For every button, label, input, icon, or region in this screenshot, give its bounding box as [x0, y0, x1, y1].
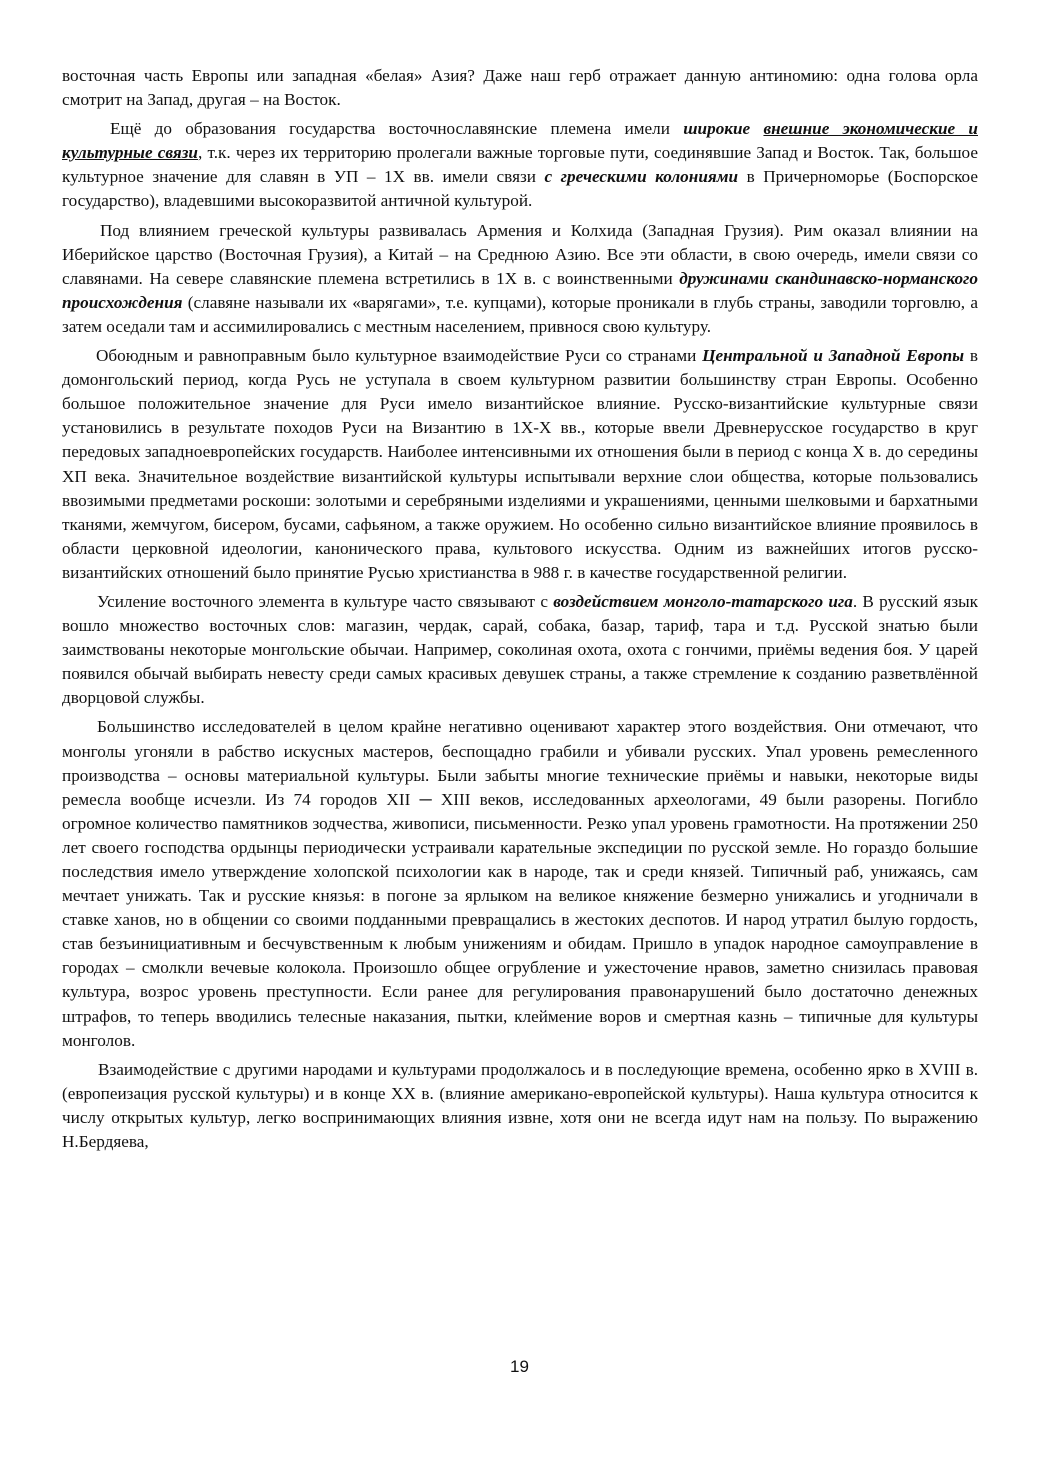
emphasized-text: с греческими колониями: [544, 167, 739, 187]
text-run: , т.к. через их территорию пролегали важные торговые пути, соединявшие Запад и Восток. Так, большое культурное значение для славян в УП – 1Х вв. имели связи: [62, 143, 978, 187]
text-run: Усиление восточного элемента в культуре часто связывают с: [97, 591, 554, 611]
emphasized-text: внешние экономические и культурные связи: [62, 119, 978, 163]
page-number: 19: [510, 1357, 529, 1376]
text-run: Ещё до образования государства восточнославянские племена имели: [110, 119, 684, 139]
text-run: Взаимодействие с другими народами и культурами продолжалось и в последующие времена, особенно ярко в XVIII в. (европеизация русской культуры) и в конце XX в. (влияние американо-европейской культуры). Наша культура относится к числу открытых культур, легко воспринимающих влияния извне, хотя они не всегда идут нам на пользу. По выражению Н.Бердяева,: [62, 1059, 978, 1152]
text-run: в Причерноморье (Боспорское государство), владевшими высокоразвитой античной культурой.: [62, 167, 978, 211]
text-run: в домонгольский период, когда Русь не уступала в своем культурном развитии большинству стран Европы. Особенно большое положительное значение для Руси имело византийское влияние. Русско-византийские культурные связи установились в результате походов Руси на Византию в 1Х-Х вв., которые ввели Древнерусское государство в круг передовых западноевропейских государств. Наиболее интенсивными их отношения были в период с конца Х в. до середины ХП века. Значительное воздействие византийской культуры испытывали верхние слои общества, которые пользовались ввозимыми предметами роскоши: золотыми и серебряными изделиями и украшениями, ценными шелковыми и бархатными тканями, жемчугом, бисером, бусами, сафьяном, а также оружием. Но особенно сильно византийское влияние проявилось в области церковной идеологии, канонического права, культового искусства. Одним из важнейших итогов русско-византийских отношений было принятие Русью христианства в 988 г. в качестве государственной религии.: [62, 346, 978, 582]
paragraph: [62, 715, 978, 1052]
paragraph: [62, 1058, 978, 1154]
text-run: восточная часть Европы или западная «белая» Азия? Даже наш герб отражает данную антиномию: одна голова орла смотрит на Запад, другая – на Восток.: [62, 66, 978, 110]
text-run: (славяне называли их «варягами», т.е. купцами), которые проникали в глубь страны, заводили торговлю, а затем оседали там и ассимилировались с местным населением, привнося свою культуру.: [62, 292, 978, 336]
paragraph: [62, 64, 978, 112]
text-run: Обоюдным и равноправным было культурное взаимодействие Руси со странами: [96, 346, 703, 366]
text-run: . В русский язык вошло множество восточных слов: магазин, чердак, сарай, собака, базар, тариф, тара и т.д. Русской знатью были заимствованы некоторые монгольские обычаи. Например, соколиная охота, охота с гончими, приёмы ведения боя. У царей появился обычай выбирать невесту среди самых красивых девушек страны, а также стремление к созданию разветвлённой дворцовой службы.: [62, 591, 979, 708]
emphasized-text: дружинами скандинавско-норманского происхождения: [62, 268, 978, 312]
paragraph: [62, 219, 978, 339]
paragraph: [62, 590, 978, 710]
text-run: Под влиянием греческой культуры развивалась Армения и Колхида (Западная Грузия). Рим оказал влиянии на Иберийское царство (Восточная Грузия), а Китай – на Среднюю Азию. Все эти области, в свою очередь, имели связи со славянами. На севере славянские племена встретились в 1Х в. с воинственными: [62, 220, 978, 288]
emphasized-text: широкие: [683, 119, 764, 139]
paragraph: [62, 117, 978, 213]
emphasized-text: воздействием монголо-татарского ига: [553, 591, 853, 611]
text-run: Большинство исследователей в целом крайне негативно оценивают характер этого воздействия. Они отмечают, что монголы угоняли в рабство искусных мастеров, беспощадно грабили и убивали русских. Упал уровень ремесленного производства – основы материальной культуры. Были забыты многие технические приёмы и навыки, некоторые виды ремесла вообще исчезли. Из 74 городов XII ─ XIII веков, исследованных археологами, 49 были разорены. Погибло огромное количество памятников зодчества, живописи, письменности. Резко упал уровень грамотности. На протяжении 250 лет своего господства ордынцы периодически устраивали карательные экспедиции по русской земле. Но гораздо большие последствия имело утверждение холопской психологии как в народе, так и среди князей. Типичный раб, унижаясь, сам мечтает унижать. Так и русские князья: в погоне за ярлыком на великое княжение безмерно унижались и угодничали в ставке ханов, но в общении со своими подданными превращались в жестоких деспотов. И народ утратил былую гордость, став безъинициативным и бесчувственным к любым унижениям и обидам. Пришло в упадок народное самоуправление в городах – смолкли вечевые колокола. Произошло общее огрубление и ужесточение нравов, заметно снизилась правовая культура, возрос уровень преступности. Если ранее для регулирования правонарушений было достаточно денежных штрафов, то теперь вводились телесные наказания, пытки, клеймение воров и смертная казнь – типичные для культуры монголов.: [62, 717, 978, 1050]
emphasized-text: Центральной и Западной Европы: [702, 346, 965, 366]
paragraph: [62, 344, 978, 585]
document-body: [62, 64, 978, 1159]
